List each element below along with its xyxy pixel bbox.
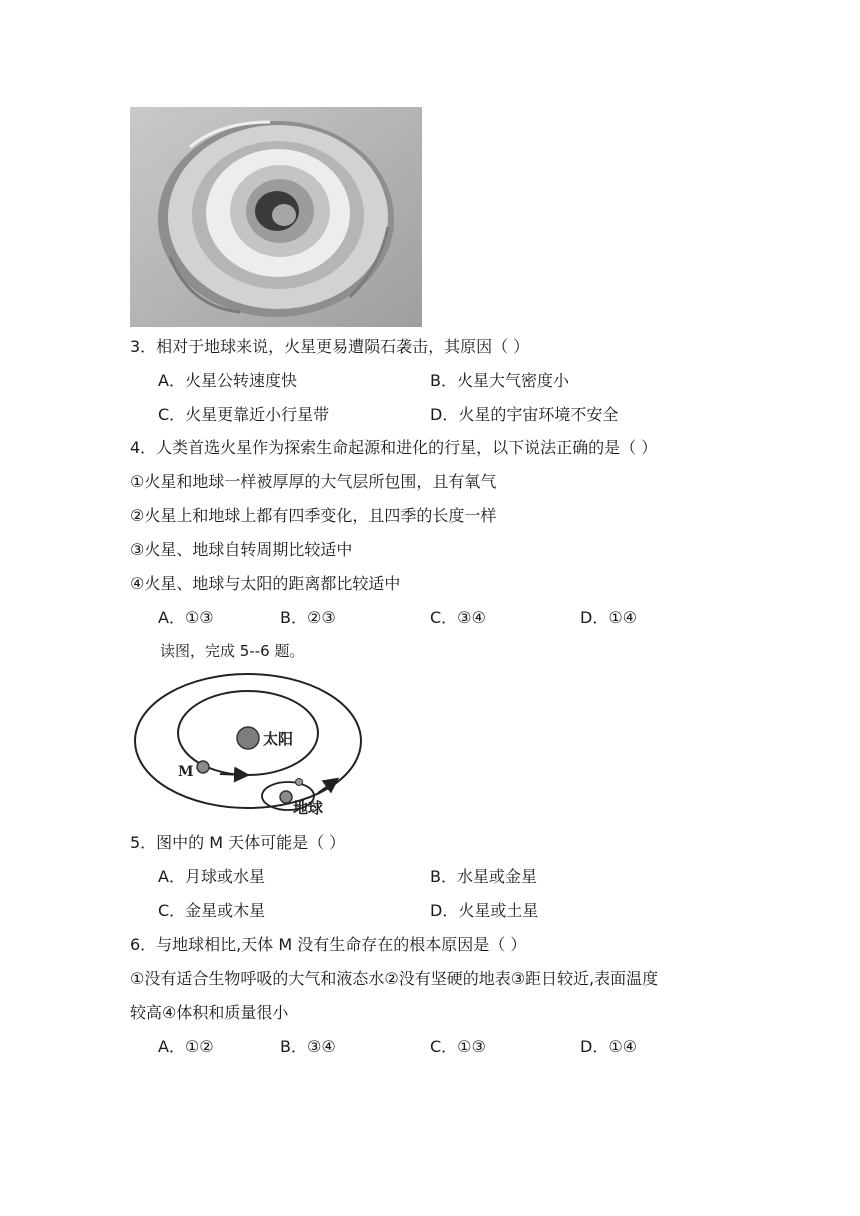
crater-photo: [130, 107, 422, 327]
q6-option-a[interactable]: A．①②: [158, 1037, 214, 1056]
q4-option-d[interactable]: D．①④: [580, 608, 638, 627]
q5-option-c[interactable]: C．金星或木星: [158, 901, 266, 920]
crater-image: [130, 107, 422, 327]
earth-icon: [280, 791, 292, 803]
q6-statements-line1: ①没有适合生物呼吸的大气和液态水②没有坚硬的地表③距日较近,表面温度: [130, 969, 659, 988]
q4-statement-2: ②火星上和地球上都有四季变化，且四季的长度一样: [130, 506, 497, 525]
q4-statement-4: ④火星、地球与太阳的距离都比较适中: [130, 574, 401, 593]
q4-statement-3: ③火星、地球自转周期比较适中: [130, 540, 353, 559]
q5-option-d[interactable]: D．火星或土星: [430, 901, 539, 920]
q6-statements-line2: 较高④体积和质量很小: [130, 1003, 289, 1022]
q3-option-b[interactable]: B．火星大气密度小: [430, 371, 569, 390]
sun-label: 太阳: [263, 730, 294, 748]
q4-stem: 4．人类首选火星作为探索生命起源和进化的行星，以下说法正确的是（ ）: [130, 438, 658, 457]
m-label: M: [178, 764, 194, 780]
q5-option-a[interactable]: A．月球或水星: [158, 867, 265, 886]
m-body-icon: [197, 761, 209, 773]
q6-option-c[interactable]: C．①③: [430, 1037, 486, 1056]
q3-option-a[interactable]: A．火星公转速度快: [158, 371, 297, 390]
sun-icon: [237, 727, 259, 749]
orbit-diagram: [128, 666, 368, 826]
moon-icon: [296, 779, 303, 786]
outer-orbit-arrow: [318, 780, 336, 793]
q4-option-b[interactable]: B．②③: [280, 608, 336, 627]
q6-stem: 6．与地球相比,天体 M 没有生命存在的根本原因是（ ）: [130, 935, 527, 954]
intro-text: 读图，完成 5--6 题。: [160, 642, 305, 660]
q4-statement-1: ①火星和地球一样被厚厚的大气层所包围，且有氧气: [130, 472, 497, 491]
q4-option-c[interactable]: C．③④: [430, 608, 486, 627]
q6-option-d[interactable]: D．①④: [580, 1037, 638, 1056]
q6-option-b[interactable]: B．③④: [280, 1037, 336, 1056]
q5-stem: 5．图中的 M 天体可能是（ ）: [130, 833, 346, 852]
q3-option-d[interactable]: D．火星的宇宙环境不安全: [430, 405, 619, 424]
q3-option-c[interactable]: C．火星更靠近小行星带: [158, 405, 330, 424]
inner-orbit-arrow: [220, 774, 246, 775]
q4-option-a[interactable]: A．①③: [158, 608, 214, 627]
earth-label: 地球: [293, 799, 324, 817]
q3-stem: 3．相对于地球来说，火星更易遭陨石袭击，其原因（ ）: [130, 337, 530, 356]
q5-option-b[interactable]: B．水星或金星: [430, 867, 537, 886]
